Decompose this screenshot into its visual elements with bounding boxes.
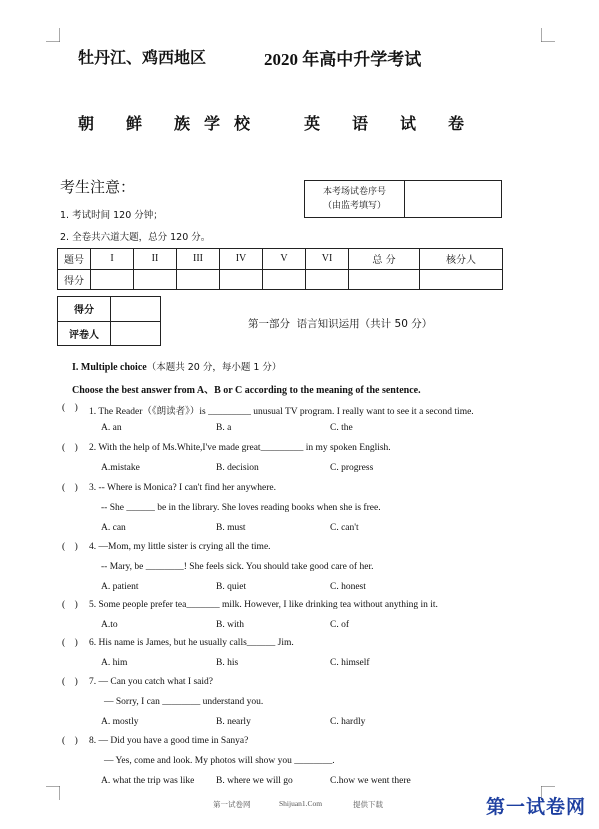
answer-paren[interactable]: ( ) — [62, 542, 78, 552]
corner-mark-top-right — [541, 28, 555, 42]
option-a[interactable]: A. patient — [101, 582, 139, 592]
answer-paren[interactable]: ( ) — [62, 483, 78, 493]
exam-title: 2020 年高中升学考试 — [264, 50, 422, 69]
answer-paren[interactable]: ( ) — [62, 736, 78, 746]
question-stem: 2. With the help of Ms.White,I've made great_________ in my spoken English. — [89, 443, 391, 453]
section-instruction: Choose the best answer from A、B or C according to the meaning of the sentence. — [72, 385, 421, 396]
option-c[interactable]: C. can't — [330, 523, 359, 533]
score-header-cell: II — [134, 249, 177, 270]
option-c[interactable]: C. the — [330, 423, 353, 433]
score-header-cell: 核分人 — [420, 249, 503, 270]
part-title: 第一部分 语言知识运用（共计 50 分） — [248, 318, 433, 330]
grader-score-field[interactable] — [111, 297, 161, 322]
option-a[interactable]: A. him — [101, 658, 128, 668]
option-c[interactable]: C. honest — [330, 582, 366, 592]
option-b[interactable]: B. with — [216, 620, 244, 630]
option-b[interactable]: B. a — [216, 423, 232, 433]
option-c[interactable]: C. progress — [330, 463, 374, 473]
question-line: — Sorry, I can ________ understand you. — [104, 697, 264, 707]
score-header-cell: III — [177, 249, 220, 270]
question-stem: 1. The Reader（《朗读者》）is _________ unusual TV program. I really want to see it a second time. — [89, 407, 474, 417]
seat-label-line2: （由监考填写） — [322, 201, 386, 211]
score-cell[interactable] — [420, 269, 503, 290]
option-c[interactable]: C.how we went there — [330, 776, 411, 786]
score-header-cell: 题号 — [58, 249, 91, 270]
option-a[interactable]: A. what the trip was like — [101, 776, 195, 786]
score-cell[interactable] — [306, 269, 349, 290]
subject-title: 英 语 试 卷 — [304, 116, 479, 133]
seat-label-line1: 本考场试卷序号 — [322, 187, 386, 197]
option-b[interactable]: B. his — [216, 658, 239, 668]
option-a[interactable]: A.mistake — [101, 463, 140, 473]
score-header-cell: 总 分 — [349, 249, 420, 270]
answer-paren[interactable]: ( ) — [62, 403, 78, 413]
score-table-header-row — [58, 249, 503, 270]
section-title-cn: （本题共 20 分，每小题 1 分） — [146, 362, 282, 373]
option-c[interactable]: C. hardly — [330, 717, 366, 727]
seat-number-field[interactable] — [405, 181, 502, 218]
option-b[interactable]: B. quiet — [216, 582, 247, 592]
question-line: — Yes, come and look. My photos will show you ________. — [104, 756, 335, 766]
score-cell[interactable] — [177, 269, 220, 290]
score-header-cell: I — [91, 249, 134, 270]
grader-name-label: 评卷人 — [58, 321, 111, 346]
score-cell[interactable] — [220, 269, 263, 290]
question-line: -- She ______ be in the library. She loves reading books when she is free. — [101, 503, 381, 513]
corner-mark-top-left — [46, 28, 60, 42]
answer-paren[interactable]: ( ) — [62, 600, 78, 610]
option-b[interactable]: B. decision — [216, 463, 259, 473]
corner-mark-bottom-left — [46, 786, 60, 800]
question-stem: 4. —Mom, my little sister is crying all the time. — [89, 542, 271, 552]
notice-item-time: 1. 考试时间 120 分钟； — [60, 210, 163, 221]
score-table-score-row — [58, 269, 503, 290]
seat-number-label — [305, 181, 405, 218]
grader-score-label: 得分 — [58, 297, 111, 322]
answer-paren[interactable]: ( ) — [62, 638, 78, 648]
score-table — [57, 248, 503, 290]
question-stem: 7. — Can you catch what I said? — [89, 677, 213, 687]
grader-box — [57, 296, 161, 346]
seat-number-box — [304, 180, 502, 218]
score-cell[interactable] — [263, 269, 306, 290]
question-stem: 3. -- Where is Monica? I can't find her anywhere. — [89, 483, 276, 493]
answer-paren[interactable]: ( ) — [62, 443, 78, 453]
score-header-cell: V — [263, 249, 306, 270]
score-header-cell: IV — [220, 249, 263, 270]
answer-paren[interactable]: ( ) — [62, 677, 78, 687]
question-line: -- Mary, be ________! She feels sick. You should take good care of her. — [101, 562, 374, 572]
footer-right: 提供下载 — [353, 800, 383, 809]
option-b[interactable]: B. nearly — [216, 717, 251, 727]
watermark-logo: 第一试卷网 — [486, 796, 587, 818]
section-title-en: I. Multiple choice — [72, 362, 147, 373]
score-cell[interactable] — [134, 269, 177, 290]
score-cell[interactable] — [91, 269, 134, 290]
question-stem: 8. — Did you have a good time in Sanya? — [89, 736, 249, 746]
option-a[interactable]: A. mostly — [101, 717, 139, 727]
option-b[interactable]: B. where we will go — [216, 776, 293, 786]
question-stem: 5. Some people prefer tea_______ milk. However, I like drinking tea without anything in it. — [89, 600, 438, 610]
score-header-cell: VI — [306, 249, 349, 270]
option-a[interactable]: A.to — [101, 620, 118, 630]
option-c[interactable]: C. himself — [330, 658, 370, 668]
score-cell[interactable] — [349, 269, 420, 290]
grader-name-field[interactable] — [111, 321, 161, 346]
footer-mid: Shijuan1.Com — [279, 799, 323, 808]
option-a[interactable]: A. an — [101, 423, 122, 433]
question-stem: 6. His name is James, but he usually calls______ Jim. — [89, 638, 294, 648]
notice-title: 考生注意： — [60, 178, 136, 196]
notice-item-total: 2. 全卷共六道大题，总分 120 分。 — [60, 232, 211, 243]
option-b[interactable]: B. must — [216, 523, 246, 533]
option-a[interactable]: A. can — [101, 523, 126, 533]
section-title — [72, 359, 281, 373]
option-c[interactable]: C. of — [330, 620, 349, 630]
school-name: 朝 鲜 族学校 — [78, 116, 265, 133]
footer-left: 第一试卷网 — [213, 800, 251, 809]
region-title: 牡丹江、鸡西地区 — [78, 50, 207, 67]
score-row-label: 得分 — [58, 269, 91, 290]
